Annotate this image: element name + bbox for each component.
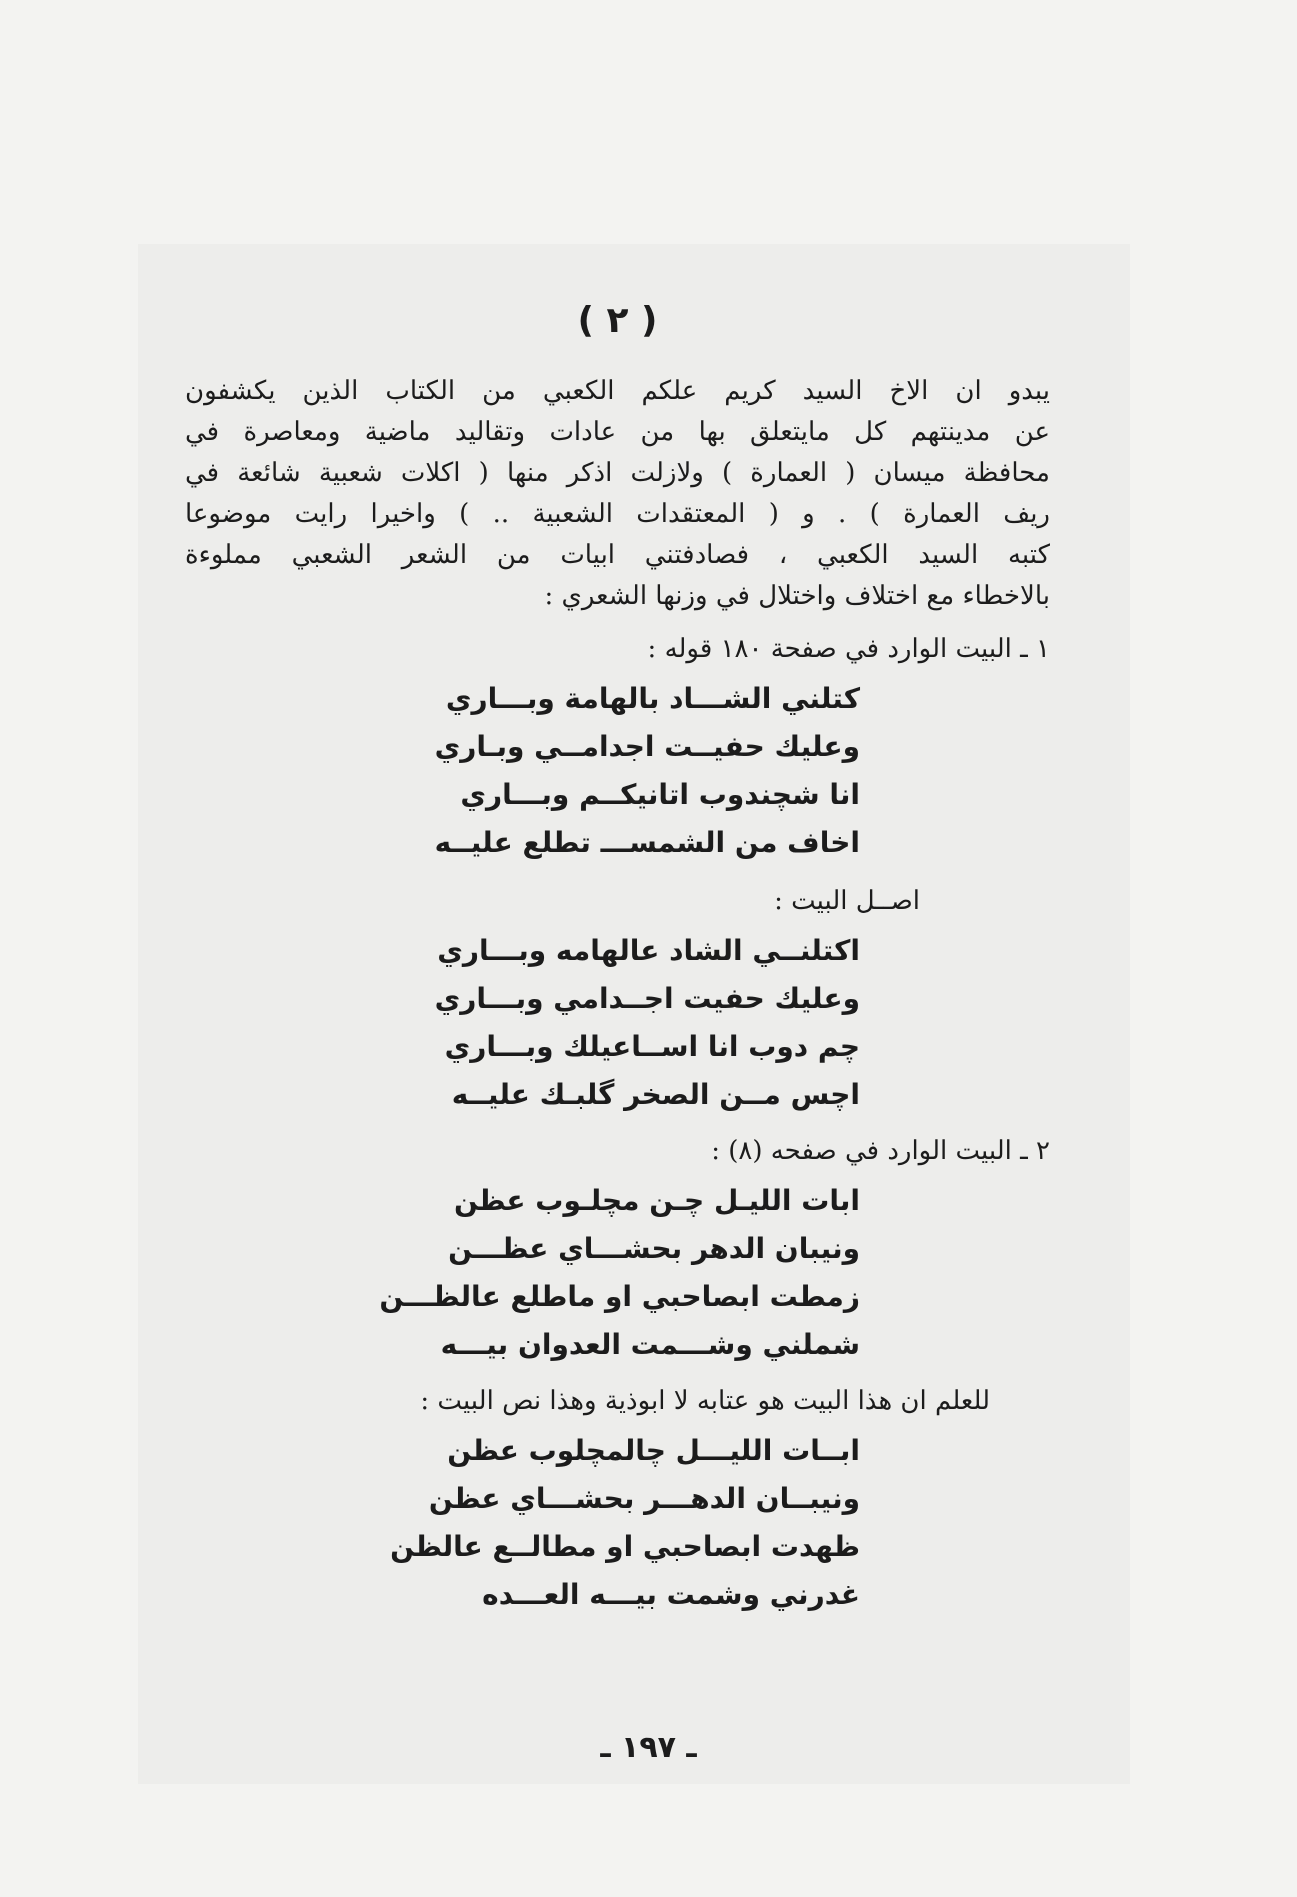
verse-line: اخاف من الشمســـ تطلع عليــه [434,826,860,859]
note-text: للعلم ان هذا البيت هو عتابه لا ابوذية وهذا نص البيت : [420,1386,990,1416]
page-number: ـ ١٩٧ ـ [600,1730,697,1765]
verse-line: ونيبــان الدهـــر بحشـــاي عظن [428,1482,860,1515]
item1-heading: ١ ـ البيت الوارد في صفحة ١٨٠ قوله : [647,634,1050,664]
intro-line: محافظة ميسان ( العمارة ) ولازلت اذكر منها ( اكلات شعبية شائعة في [185,458,1050,488]
item2-verses [185,1177,1050,1369]
verse-line: زمطت ابصاحبي او ماطلع عالظـــن [379,1280,860,1313]
intro-line: بالاخطاء مع اختلاف واختلال في وزنها الشعري : [544,581,1050,611]
verse-line: انا شچندوب اتانيكــم وبـــاري [460,778,860,811]
verse-line: ابات الليـل چـن مچلـوب عظن [453,1184,860,1217]
verse-line: كتلني الشـــاد بالهامة وبـــاري [445,682,860,715]
verse-line: ظهدت ابصاحبي او مطالــع عالظن [390,1530,860,1563]
verse-line: وعليك حفيــت اجدامــي وبـاري [434,730,860,763]
intro-paragraph [185,371,1050,617]
intro-line: كتبه السيد الكعبي ، فصادفتني ابيات من الشعر الشعبي مملوءة [185,540,1050,570]
verse-line: ونيبان الدهر بحشـــاي عظـــن [448,1232,860,1265]
item1-original-verses [185,927,1050,1119]
verse-line: اچس مــن الصخر گلبـك عليــه [451,1078,860,1111]
item1-verses [185,675,1050,867]
verse-line: غدرني وشمت بيـــه العـــده [482,1578,860,1611]
verse-line: اكتلنــي الشاد عالهامه وبـــاري [437,934,860,967]
note-verses [185,1427,1050,1619]
verse-line: وعليك حفيت اجــدامي وبـــاري [434,982,860,1015]
item2-heading: ٢ ـ البيت الوارد في صفحه (٨) : [711,1136,1050,1166]
verse-line: ابــات الليـــل چالمچلوب عظن [447,1434,860,1467]
intro-line: عن مدينتهم كل مايتعلق بها من عادات وتقاليد ماضية ومعاصرة في [185,417,1050,447]
intro-line: يبدو ان الاخ السيد كريم علكم الكعبي من الكتاب الذين يكشفون [185,376,1050,406]
verse-line: شملني وشـــمت العدوان بيـــه [440,1328,860,1361]
section-number: ( ٢ ) [577,300,658,341]
item1-original-heading: اصــل البيت : [774,886,920,916]
article-content [185,300,1050,1625]
intro-line: ريف العمارة ) . و ( المعتقدات الشعبية .. ) واخيرا رايت موضوعا [185,499,1050,529]
verse-line: چم دوب انا اســاعيلك وبـــاري [444,1030,860,1063]
